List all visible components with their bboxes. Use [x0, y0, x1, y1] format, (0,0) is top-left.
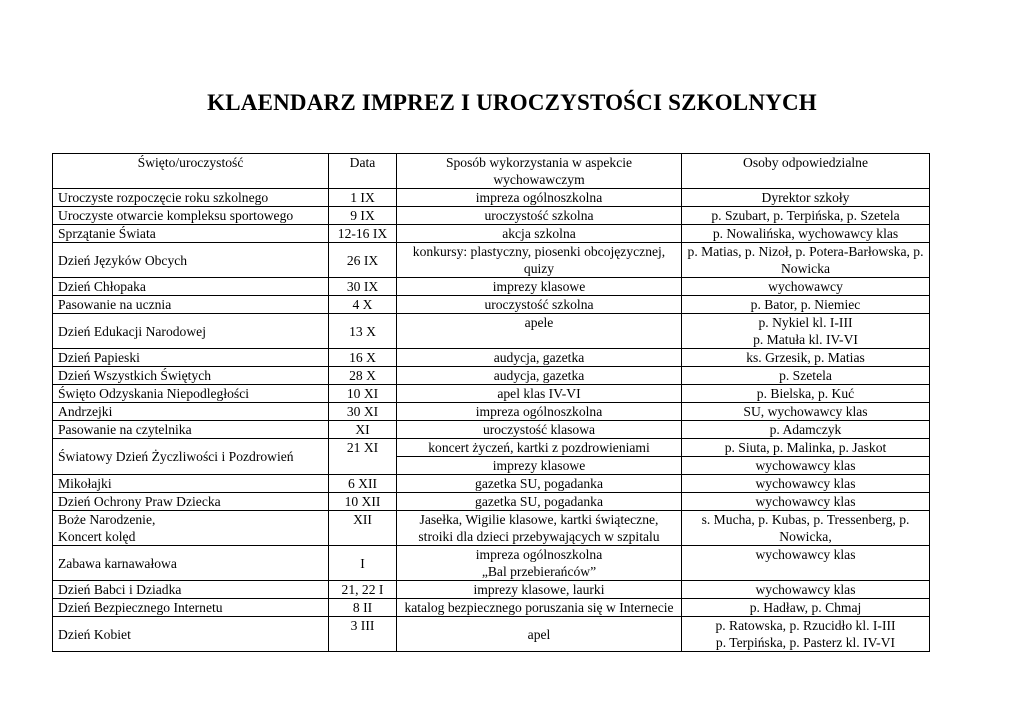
date-cell: 21 XI: [329, 439, 397, 475]
use-cell: koncert życzeń, kartki z pozdrowieniami: [397, 439, 682, 457]
table-row: [53, 314, 930, 349]
table-row: [53, 189, 930, 207]
event-cell: Zabawa karnawałowa: [53, 546, 329, 581]
use-cell: imprezy klasowe: [397, 278, 682, 296]
persons-cell: [682, 617, 930, 652]
table-row: [53, 511, 930, 546]
event-cell: Uroczyste rozpoczęcie roku szkolnego: [53, 189, 329, 207]
persons-cell: wychowawcy klas: [682, 493, 930, 511]
event-cell: Dzień Edukacji Narodowej: [53, 314, 329, 349]
date-cell: XI: [329, 421, 397, 439]
date-cell: 9 IX: [329, 207, 397, 225]
table-row: [53, 385, 930, 403]
use-cell: audycja, gazetka: [397, 349, 682, 367]
use-cell: konkursy: plastyczny, piosenki obcojęzycznej, quizy: [397, 243, 682, 278]
persons-cell: Dyrektor szkoły: [682, 189, 930, 207]
persons-cell: p. Hadław, p. Chmaj: [682, 599, 930, 617]
header-event: Święto/uroczystość: [53, 154, 329, 189]
date-cell: 30 IX: [329, 278, 397, 296]
table-row: [53, 421, 930, 439]
persons-cell: ks. Grzesik, p. Matias: [682, 349, 930, 367]
persons-line: p. Terpińska, p. Pasterz kl. IV-VI: [715, 635, 896, 650]
event-line: Boże Narodzenie,: [58, 512, 156, 527]
persons-cell: wychowawcy: [682, 278, 930, 296]
events-table: [52, 153, 930, 652]
date-cell: 12-16 IX: [329, 225, 397, 243]
persons-cell: p. Bator, p. Niemiec: [682, 296, 930, 314]
event-cell: Dzień Kobiet: [53, 617, 329, 652]
date-cell: 3 III: [329, 617, 397, 652]
use-cell: uroczystość klasowa: [397, 421, 682, 439]
persons-cell: p. Siuta, p. Malinka, p. Jaskot: [682, 439, 930, 457]
header-use: Sposób wykorzystania w aspekcie wychowawczym: [397, 154, 682, 189]
date-cell: 16 X: [329, 349, 397, 367]
event-cell: Mikołajki: [53, 475, 329, 493]
use-line: impreza ogólnoszkolna: [475, 547, 603, 562]
table-row: [53, 475, 930, 493]
event-cell: Pasowanie na czytelnika: [53, 421, 329, 439]
date-cell: 1 IX: [329, 189, 397, 207]
table-row: [53, 599, 930, 617]
use-cell: [397, 546, 682, 581]
table-row: [53, 439, 930, 457]
event-cell: Pasowanie na ucznia: [53, 296, 329, 314]
event-cell: Święto Odzyskania Niepodległości: [53, 385, 329, 403]
event-cell: Uroczyste otwarcie kompleksu sportowego: [53, 207, 329, 225]
use-cell: akcja szkolna: [397, 225, 682, 243]
event-cell: Dzień Ochrony Praw Dziecka: [53, 493, 329, 511]
use-cell: imprezy klasowe, laurki: [397, 581, 682, 599]
date-cell: 26 IX: [329, 243, 397, 278]
persons-cell: wychowawcy klas: [682, 581, 930, 599]
persons-cell: wychowawcy klas: [682, 457, 930, 475]
table-row: [53, 225, 930, 243]
persons-cell: wychowawcy klas: [682, 546, 930, 581]
use-cell: imprezy klasowe: [397, 457, 682, 475]
use-cell: apel: [397, 617, 682, 652]
persons-cell: wychowawcy klas: [682, 475, 930, 493]
event-cell: Andrzejki: [53, 403, 329, 421]
date-cell: 21, 22 I: [329, 581, 397, 599]
persons-cell: [682, 314, 930, 349]
event-cell: Dzień Bezpiecznego Internetu: [53, 599, 329, 617]
date-cell: 6 XII: [329, 475, 397, 493]
use-cell: gazetka SU, pogadanka: [397, 475, 682, 493]
event-cell: Sprzątanie Świata: [53, 225, 329, 243]
persons-cell: p. Adamczyk: [682, 421, 930, 439]
table-row: [53, 546, 930, 581]
use-cell: gazetka SU, pogadanka: [397, 493, 682, 511]
use-cell: uroczystość szkolna: [397, 296, 682, 314]
event-cell: Dzień Języków Obcych: [53, 243, 329, 278]
table-row: [53, 403, 930, 421]
use-cell: impreza ogólnoszkolna: [397, 403, 682, 421]
use-cell: uroczystość szkolna: [397, 207, 682, 225]
persons-cell: s. Mucha, p. Kubas, p. Tressenberg, p. Nowicka,: [682, 511, 930, 546]
use-cell: Jasełka, Wigilie klasowe, kartki świąteczne, stroiki dla dzieci przebywających w szpitalu: [397, 511, 682, 546]
table-row: [53, 493, 930, 511]
use-cell: impreza ogólnoszkolna: [397, 189, 682, 207]
persons-cell: p. Szubart, p. Terpińska, p. Szetela: [682, 207, 930, 225]
table-header-row: [53, 154, 930, 189]
date-cell: 10 XI: [329, 385, 397, 403]
table-row: [53, 278, 930, 296]
persons-cell: p. Nowalińska, wychowawcy klas: [682, 225, 930, 243]
persons-cell: p. Matias, p. Nizoł, p. Potera-Barłowska, p. Nowicka: [682, 243, 930, 278]
event-cell: Dzień Wszystkich Świętych: [53, 367, 329, 385]
event-cell: Światowy Dzień Życzliwości i Pozdrowień: [53, 439, 329, 475]
persons-cell: p. Szetela: [682, 367, 930, 385]
header-persons: Osoby odpowiedzialne: [682, 154, 930, 189]
table-row: [53, 207, 930, 225]
table-row: [53, 243, 930, 278]
use-cell: audycja, gazetka: [397, 367, 682, 385]
table-row: [53, 367, 930, 385]
table-row: [53, 296, 930, 314]
persons-line: p. Matuła kl. IV-VI: [753, 332, 858, 347]
persons-cell: SU, wychowawcy klas: [682, 403, 930, 421]
event-cell: Dzień Chłopaka: [53, 278, 329, 296]
persons-line: p. Ratowska, p. Rzucidło kl. I-III: [715, 618, 896, 633]
page-title: KLAENDARZ IMPREZ I UROCZYSTOŚCI SZKOLNYCH: [207, 90, 817, 115]
event-cell: Dzień Babci i Dziadka: [53, 581, 329, 599]
table-row: [53, 581, 930, 599]
date-cell: I: [329, 546, 397, 581]
date-cell: 30 XI: [329, 403, 397, 421]
table-row: [53, 349, 930, 367]
persons-cell: p. Bielska, p. Kuć: [682, 385, 930, 403]
date-cell: 10 XII: [329, 493, 397, 511]
use-cell: katalog bezpiecznego poruszania się w Internecie: [397, 599, 682, 617]
date-cell: 28 X: [329, 367, 397, 385]
use-cell: apele: [397, 314, 682, 349]
event-cell: Dzień Papieski: [53, 349, 329, 367]
event-line: Koncert kolęd: [58, 529, 136, 544]
date-cell: 4 X: [329, 296, 397, 314]
persons-line: p. Nykiel kl. I-III: [758, 315, 853, 330]
use-line: „Bal przebierańców”: [481, 564, 597, 579]
table-row: [53, 617, 930, 652]
date-cell: 8 II: [329, 599, 397, 617]
event-cell: [53, 511, 329, 546]
use-cell: apel klas IV-VI: [397, 385, 682, 403]
date-cell: XII: [329, 511, 397, 546]
header-date: Data: [329, 154, 397, 189]
date-cell: 13 X: [329, 314, 397, 349]
